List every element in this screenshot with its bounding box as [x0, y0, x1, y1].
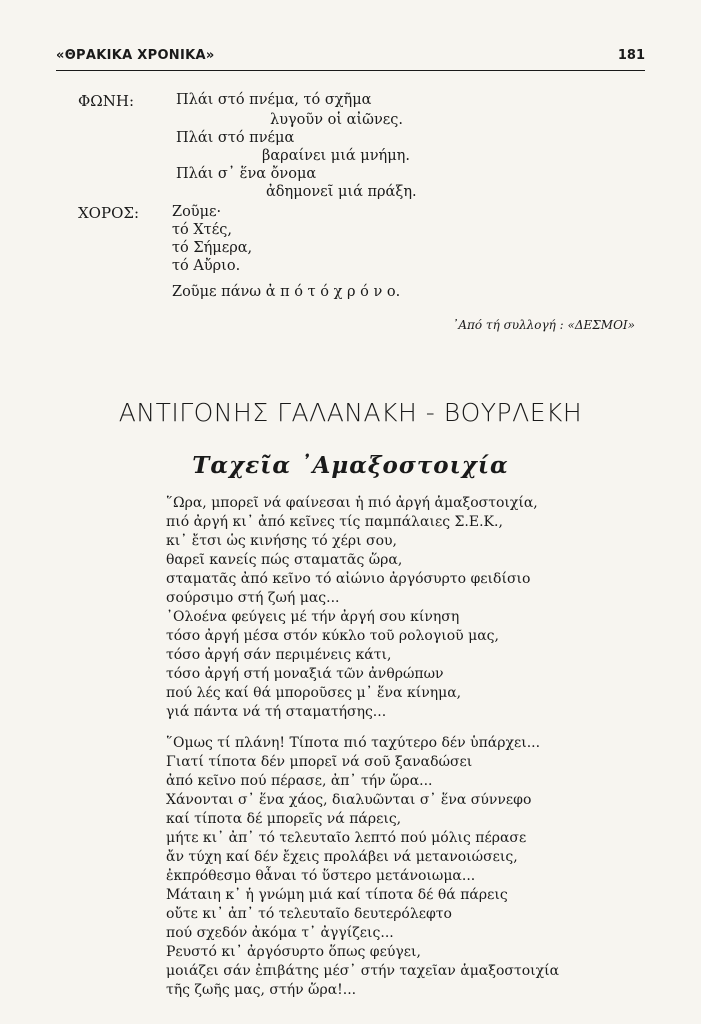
poem-line: κι᾿ ἔτσι ὡς κινήσης τό χέρι σου,: [166, 533, 397, 549]
poem-line: οὔτε κι᾿ ἀπ᾿ τό τελευταῖο δευτερόλεφτο: [166, 906, 452, 922]
poem-line: ἀπό κεῖνο πού πέρασε, ἀπ᾿ τήν ὥρα...: [166, 773, 433, 789]
poem-line: τό Χτές,: [172, 222, 232, 238]
poem-line: Γιατί τίποτα δέν μπορεῖ νά σοῦ ξαναδώσει: [166, 754, 473, 770]
poem-line: Πλάι στό πνέμα, τό σχῆμα: [176, 92, 372, 108]
poem-title: Ταχεῖα ᾿Αμαξοστοιχία: [192, 452, 509, 479]
poem-line: βαραίνει μιά μνήμη.: [262, 148, 410, 164]
poem-line: τόσο ἀργή στή μοναξιά τῶν ἀνθρώπων: [166, 666, 444, 682]
poem-source: ᾿Από τή συλλογή : «ΔΕΣΜΟΙ»: [452, 318, 635, 332]
journal-title: «ΘΡΑΚΙΚΑ ΧΡΟΝΙΚΑ»: [56, 48, 215, 63]
poem-line: Ζοῦμε πάνω ἀ π ό τ ό χ ρ ό ν ο.: [172, 284, 401, 300]
poem-line: ἀδημονεῖ μιά πράξη.: [266, 184, 417, 200]
poem-line: τόσο ἀργή σάν περιμένεις κάτι,: [166, 647, 392, 663]
poem-line: ἐκπρόθεσμο θἆναι τό ὕστερο μετάνοιωμα...: [166, 868, 476, 884]
poem-line: ἄν τύχη καί δέν ἔχεις προλάβει νά μετανοιώσεις,: [166, 849, 518, 865]
poem-line: μοιάζει σάν ἐπιβάτης μέσ᾿ στήν ταχεῖαν ἁμαξοστοιχία: [166, 963, 560, 979]
poem-line: μήτε κι᾿ ἀπ᾿ τό τελευταῖο λεπτό πού μόλις πέρασε: [166, 830, 527, 846]
poem-line: πού λές καί θά μποροῦσες μ᾿ ἕνα κίνημα,: [166, 685, 462, 701]
poem-line: Μάταιη κ᾿ ἡ γνώμη μιά καί τίποτα δέ θά πάρεις: [166, 887, 508, 903]
author-name: ΑΝΤΙΓΟΝΗΣ ΓΑΛΑΝΑΚΗ - ΒΟΥΡΛΕΚΗ: [118, 398, 583, 427]
poem-line: θαρεῖ κανείς πώς σταματᾶς ὥρα,: [166, 552, 403, 568]
page-number: 181: [617, 48, 645, 63]
poem-line: Χάνονται σ᾿ ἕνα χάος, διαλυῶνται σ᾿ ἕνα σύννεφο: [166, 792, 532, 808]
poem-line: τό Σήμερα,: [172, 240, 253, 256]
voice-label: ΦΩΝΗ:: [78, 92, 134, 110]
poem-line: τῆς ζωῆς μας, στήν ὥρα!...: [166, 982, 357, 998]
poem-line: Ρευστό κι᾿ ἀργόσυρτο ὅπως φεύγει,: [166, 944, 421, 960]
poem-line: καί τίποτα δέ μπορεῖς νά πάρεις,: [166, 811, 402, 827]
poem-line: σούρσιμο στή ζωή μας...: [166, 590, 340, 606]
poem-line: γιά πάντα νά τή σταματήσης...: [166, 704, 387, 720]
running-header: [56, 44, 645, 71]
poem-line: Πλάι σ᾿ ἕνα ὄνομα: [176, 166, 317, 182]
chorus-label: ΧΟΡΟΣ:: [78, 204, 140, 222]
poem-line: σταματᾶς ἀπό κεῖνο τό αἰώνιο ἀργόσυρτο φειδίσιο: [166, 571, 531, 587]
poem-line: τόσο ἀργή μέσα στόν κύκλο τοῦ ρολογιοῦ μας,: [166, 628, 499, 644]
poem-line: τό Αὔριο.: [172, 258, 241, 274]
poem-line: ῞Ωρα, μπορεῖ νά φαίνεσαι ἡ πιό ἀργή ἁμαξοστοιχία,: [166, 495, 538, 511]
poem-line: ᾿Ολοένα φεύγεις μέ τήν ἀργή σου κίνηση: [166, 609, 460, 625]
poem-line: ῞Ομως τί πλάνη! Τίποτα πιό ταχύτερο δέν ὑπάρχει...: [166, 735, 541, 751]
poem-line: Ζοῦμε·: [172, 204, 222, 220]
poem-line: λυγοῦν οἱ αἰῶνες.: [270, 112, 404, 128]
poem-line: Πλάι στό πνέμα: [176, 130, 295, 146]
poem-line: πιό ἀργή κι᾿ ἀπό κεῖνες τίς παμπάλαιες Σ.Ε.Κ.,: [166, 514, 503, 530]
poem-line: πού σχεδόν ἀκόμα τ᾿ ἀγγίζεις...: [166, 925, 394, 941]
